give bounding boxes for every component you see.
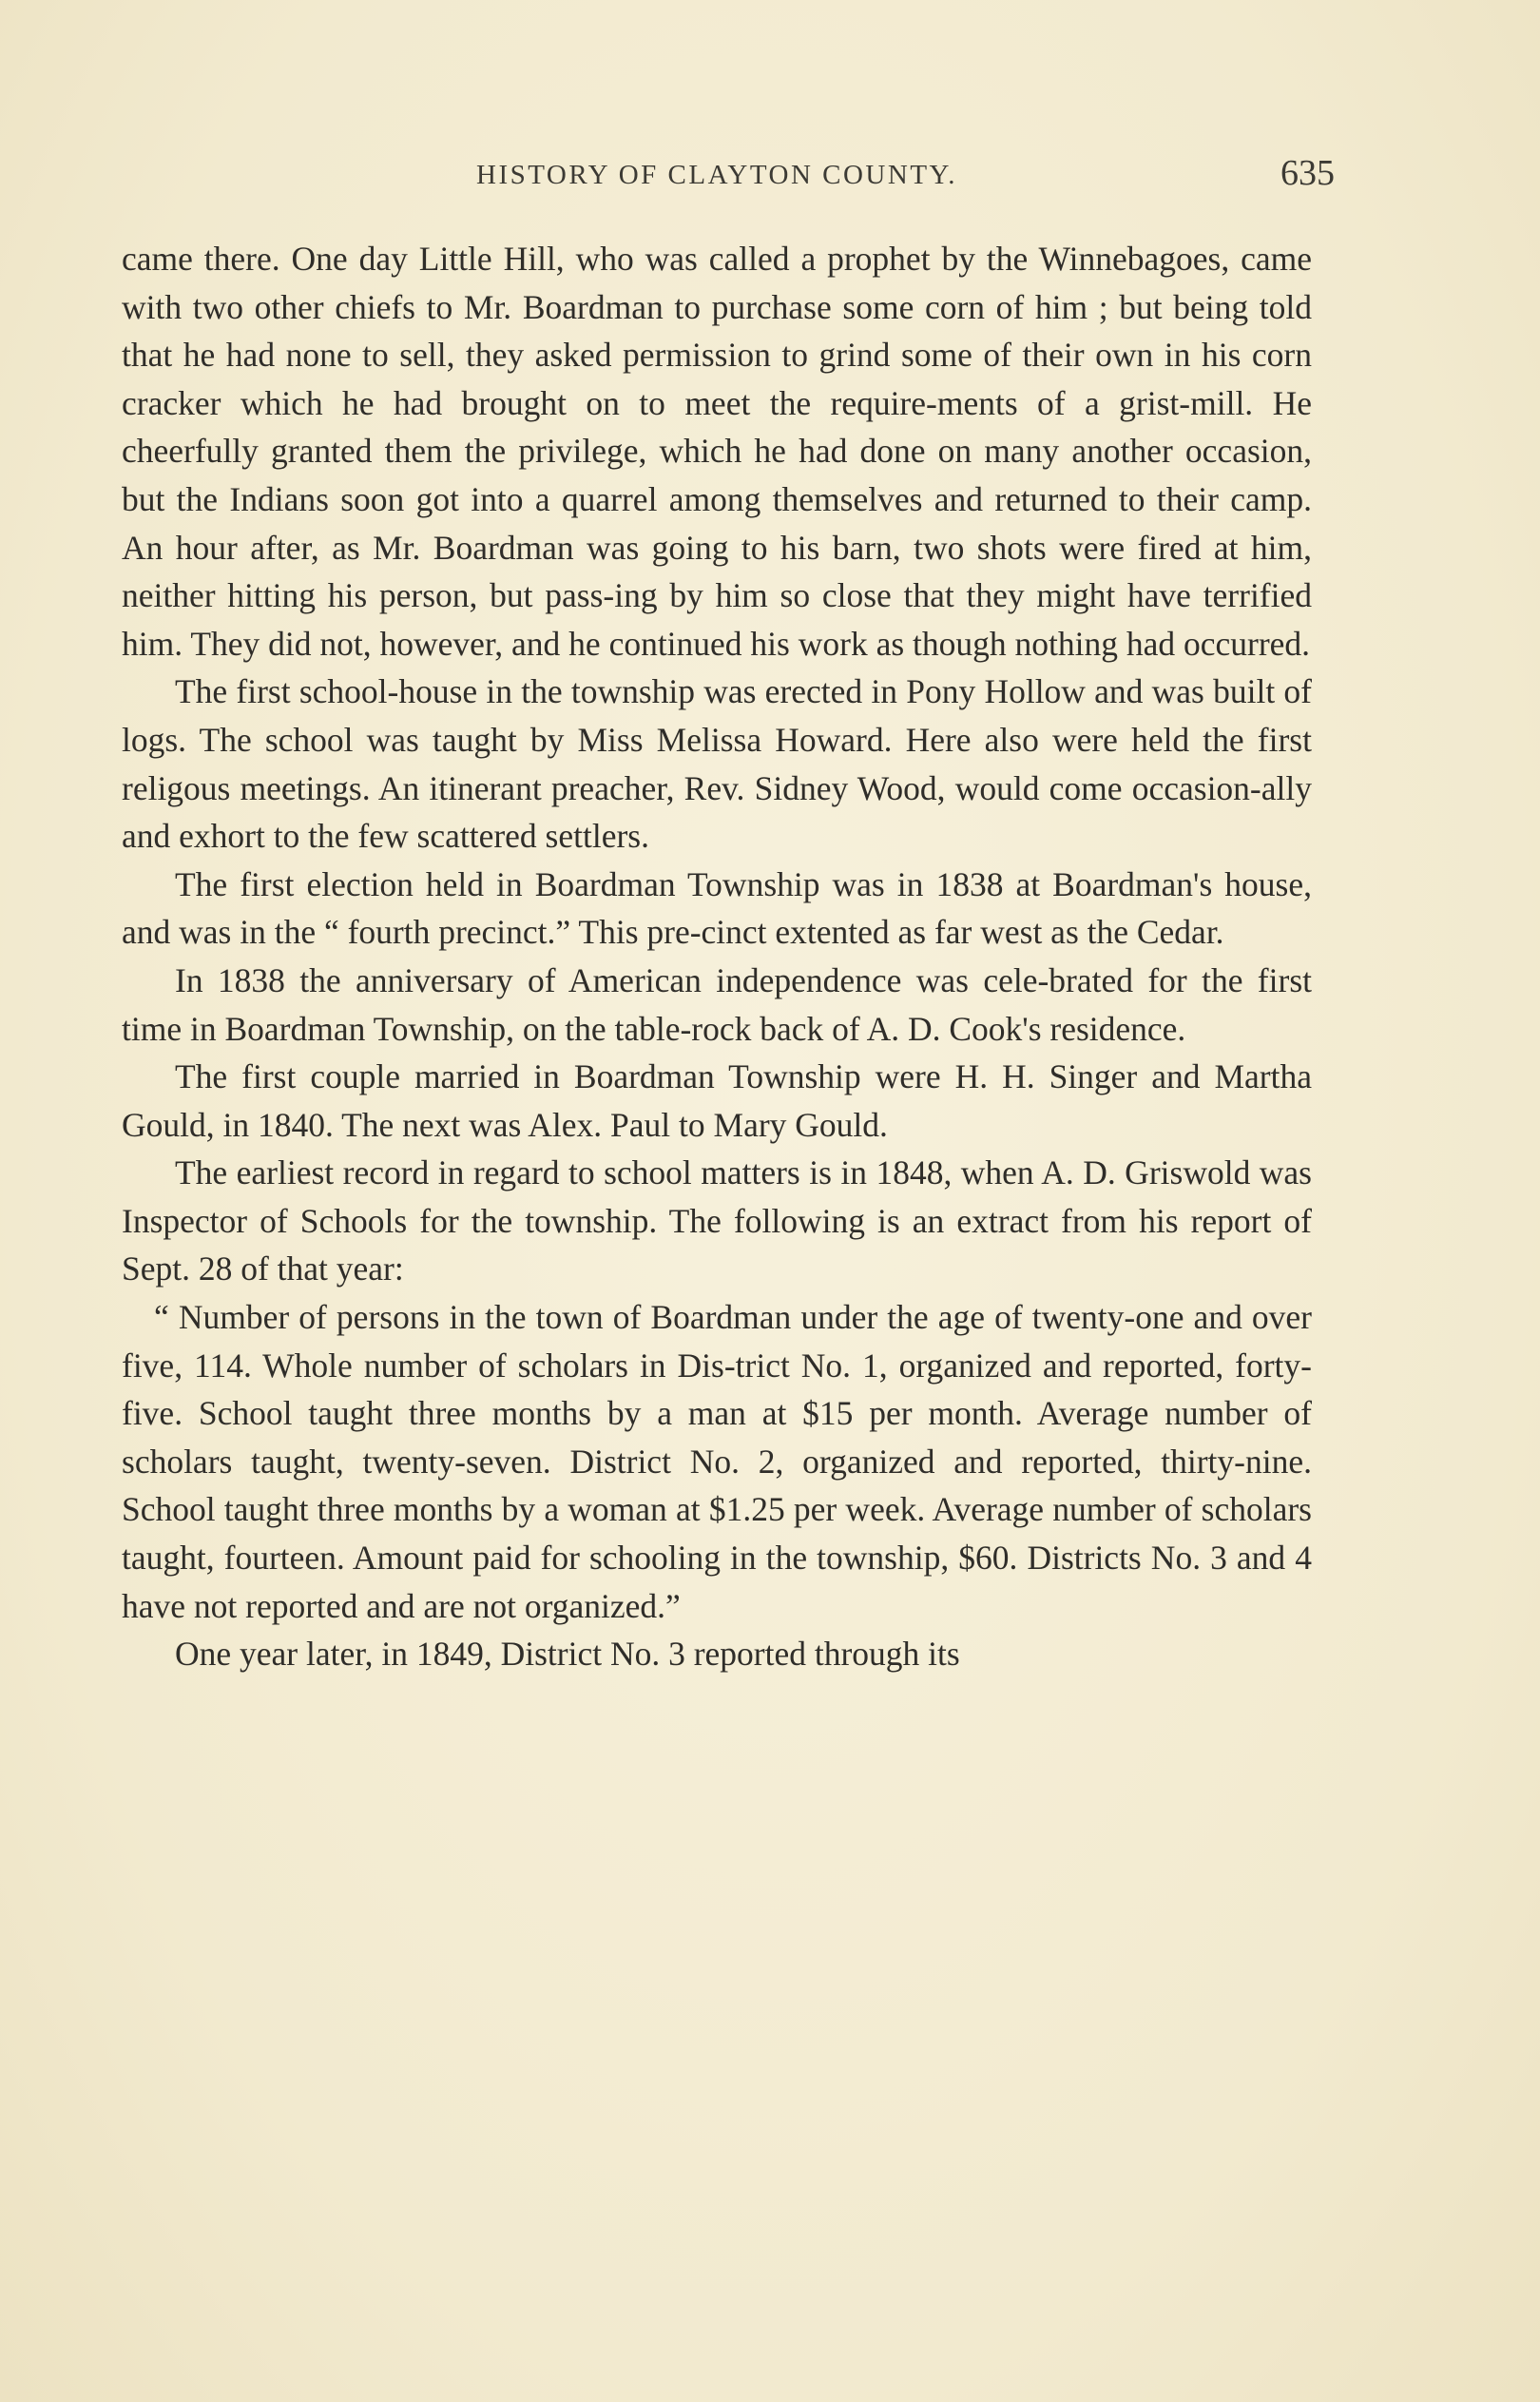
paragraph-first-school: The first school-house in the township was erected in Pony Hollow and was built of logs. The school was taught by Miss Melissa Howard. Here also were held the first religous meetings. An itinerant preacher, Rev. Sidney Wood, would come occasion-ally and exhort to the few scattered settlers. <box>122 672 1312 856</box>
paragraph-report-quote: “ Number of persons in the town of Boardman under the age of twenty-one and over five, 114. Whole number of scholars in Dis-trict No. 1, organized and reported, forty-five. School taught three months by a man at $15 per month. Average number of scholars taught, twenty-seven. District No. 2, organized and reported, thirty-nine. School taught three months by a woman at $1.25 per week. Average number of scholars taught, fourteen. Amount paid for schooling in the township, $60. Districts No. 3 and 4 have not reported and are not organized.” <box>122 1298 1312 1625</box>
body-text <box>122 235 1312 1678</box>
paragraph-district-three: One year later, in 1849, District No. 3 reported through its <box>175 1635 960 1674</box>
paragraph-independence-day: In 1838 the anniversary of American independence was cele-brated for the first time in Boardman Township, on the table-rock back of A. D. Cook's residence. <box>122 960 1312 1048</box>
running-head <box>122 152 1335 209</box>
paragraph-first-marriage: The first couple married in Boardman Township were H. H. Singer and Martha Gould, in 1840. The next was Alex. Paul to Mary Gould. <box>122 1057 1312 1144</box>
paragraph-school-records: The earliest record in regard to school matters is in 1848, when A. D. Griswold was Inspector of Schools for the township. The following is an extract from his report of Sept. 28 of that year: <box>122 1153 1312 1288</box>
paragraph-continued: came there. One day Little Hill, who was called a prophet by the Winnebagoes, came with two other chiefs to Mr. Boardman to purchase some corn of him ; but being told that he had none to sell, they asked permission to grind some of their own in his corn cracker which he had brought on to meet the require-ments of a grist-mill. He cheerfully granted them the privilege, which he had done on many another occasion, but the Indians soon got into a quarrel among themselves and returned to their camp. An hour after, as Mr. Boardman was going to his barn, two shots were fired at him, neither hitting his person, but pass-ing by him so close that they might have terrified him. They did not, however, and he continued his work as though nothing had occurred. <box>122 240 1312 663</box>
page-number: 635 <box>1280 153 1335 193</box>
running-title: HISTORY OF CLAYTON COUNTY. <box>476 160 957 190</box>
paragraph-first-election: The first election held in Boardman Township was in 1838 at Boardman's house, and was in the “ fourth precinct.” This pre-cinct extented as far west as the Cedar. <box>122 864 1312 952</box>
